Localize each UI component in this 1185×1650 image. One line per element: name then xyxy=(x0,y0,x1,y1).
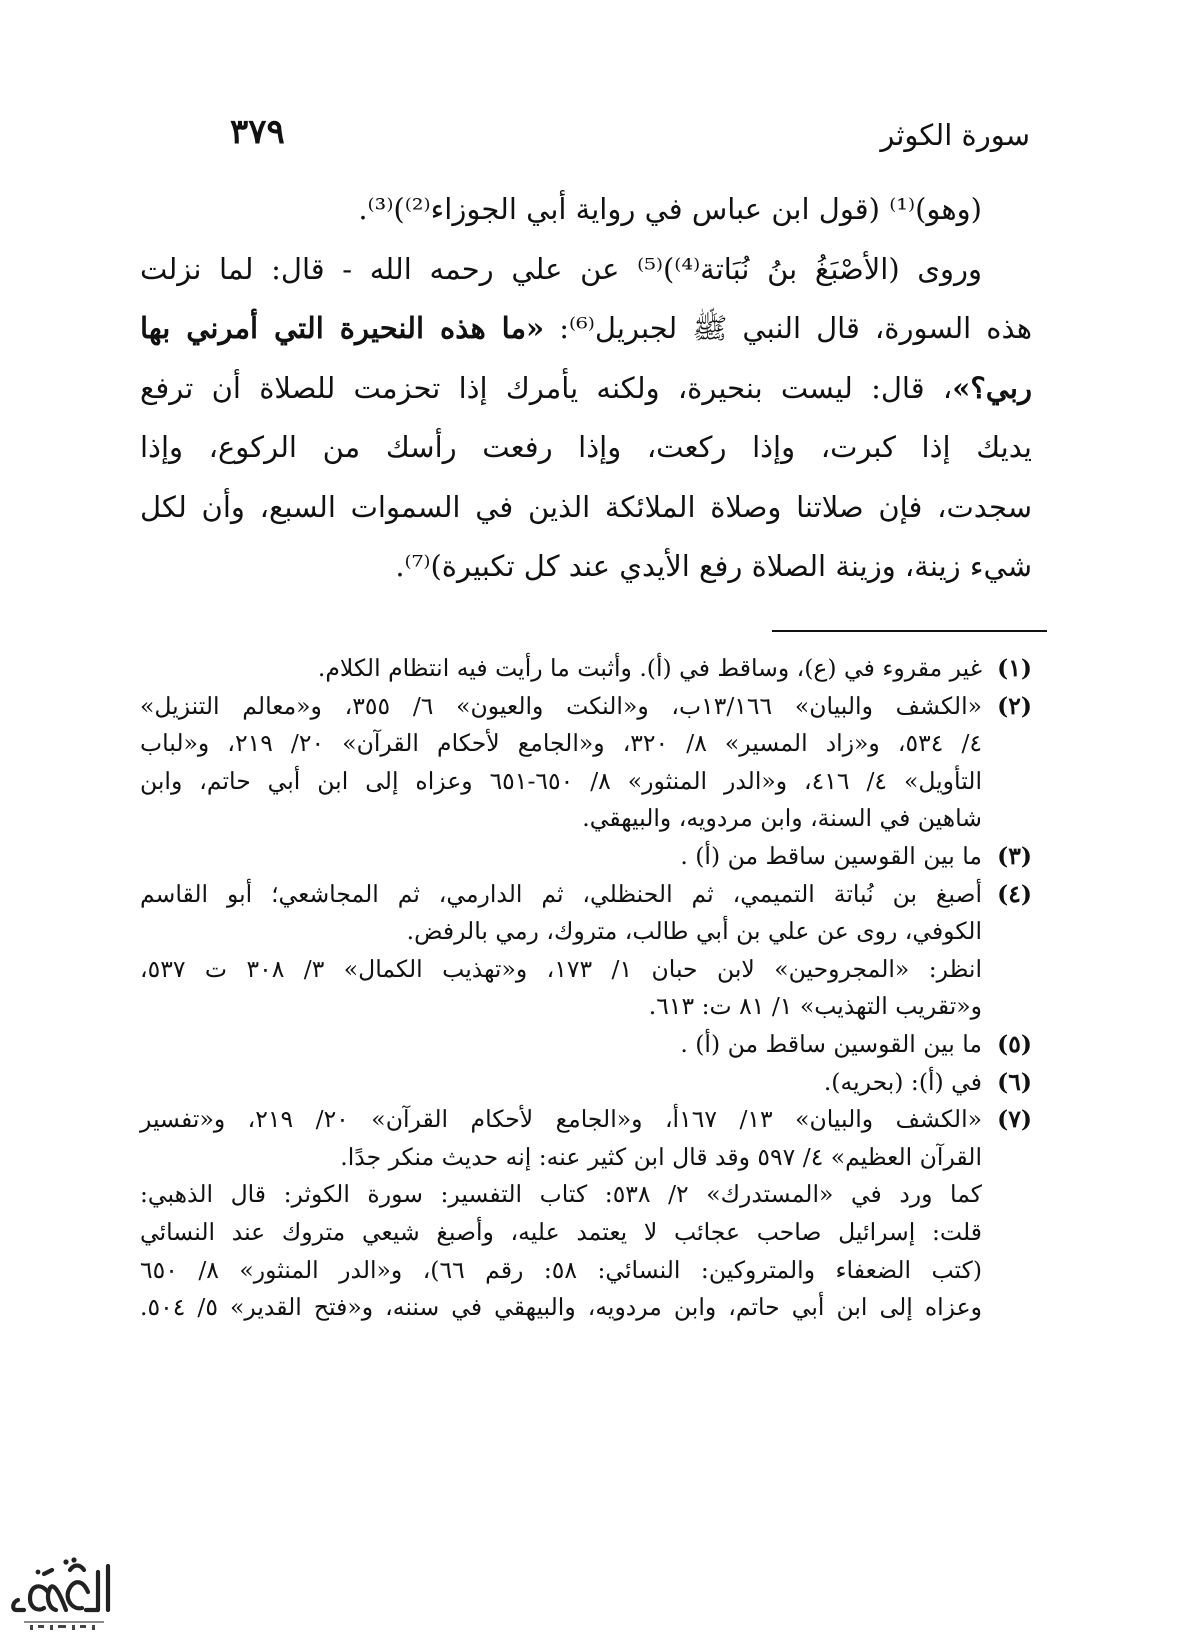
publisher-watermark-logo xyxy=(8,1552,118,1634)
footnote-line: «الكشف والبيان» ١٣/١٦٦ب، و«النكت والعيون» ٦/ ٣٥٥، و«معالم التنزيل» xyxy=(140,691,983,720)
main-text-segment: هذه السورة، قال النبي ﷺ لجبريل⁽⁶⁾: xyxy=(544,311,1032,345)
footnote-line: قلت: إسرائيل صاحب عجائب لا يعتمد عليه، وأصبغ شيعي متروك عند النسائي xyxy=(140,1217,982,1246)
footnote-number: (٤) xyxy=(997,879,1032,908)
main-text-line: سجدت، فإن صلاتنا وصلاة الملائكة الذين في السموات السبع، وأن لكل xyxy=(140,489,1032,524)
main-text-line: (وهو)⁽¹⁾ (قول ابن عباس في رواية أبي الجوزاء⁽²⁾)⁽³⁾. xyxy=(358,192,982,226)
footnote-number: (٦) xyxy=(997,1067,1032,1096)
footnote-item xyxy=(140,1026,1032,1064)
footnotes xyxy=(140,650,1032,1327)
footnote-item xyxy=(140,838,1032,876)
footnote-line: وعزاه إلى ابن أبي حاتم، وابن مردويه، والبيهقي في سننه، و«فتح القدير» ٥/ ٥٠٤. xyxy=(140,1293,983,1322)
hadith-quote: «ما هذه النحيرة التي أمرني بها xyxy=(140,311,545,345)
main-text xyxy=(140,180,1032,597)
main-text-line: شيء زينة، وزينة الصلاة رفع الأيدي عند كل تكبيرة)⁽⁷⁾. xyxy=(395,549,1032,583)
hadith-quote: ربي؟» xyxy=(952,370,1032,405)
surah-title: سورة الكوثر xyxy=(880,118,1030,152)
footnote-item xyxy=(140,1064,1032,1102)
footnote-line: التأويل» ٤/ ٤١٦، و«الدر المنثور» ٨/ ٦٥٠-٦٥١ وعزاه إلى ابن أبي حاتم، وابن xyxy=(140,766,982,795)
footnote-line: في (أ): (بحريه). xyxy=(823,1067,982,1096)
running-head xyxy=(138,112,1030,162)
footnote-line: شاهين في السنة، وابن مردويه، والبيهقي. xyxy=(582,804,982,833)
footnote-line: القرآن العظيم» ٤/ ٥٩٧ وقد قال ابن كثير عنه: إنه حديث منكر جدًا. xyxy=(340,1142,982,1171)
main-text-line: يديك إذا كبرت، وإذا ركعت، وإذا رفعت رأسك من الركوع، وإذا xyxy=(140,430,1032,464)
footnote-line: ما بين القوسين ساقط من (أ) . xyxy=(680,1029,982,1058)
footnote-separator xyxy=(772,630,1047,632)
footnote-number: (٣) xyxy=(997,841,1032,870)
footnote-item xyxy=(140,650,1032,688)
footnote-line: الكوفي، روى عن علي بن أبي طالب، متروك، رمي بالرفض. xyxy=(406,917,982,946)
footnote-number: (٢) xyxy=(997,691,1032,720)
page-number: ٣٧٩ xyxy=(230,112,285,152)
main-text-line xyxy=(140,299,1032,359)
main-text-line xyxy=(140,359,1032,419)
footnote-number: (١) xyxy=(997,654,1032,682)
footnote-item xyxy=(140,876,1032,1026)
footnote-line: انظر: «المجروحين» لابن حبان ١/ ١٧٣، و«تهذيب الكمال» ٣/ ٣٠٨ ت ٥٣٧، xyxy=(140,954,982,983)
main-text-segment: ، قال: ليست بنحيرة، ولكنه يأمرك إذا تحزمت للصلاة أن ترفع xyxy=(140,370,953,405)
footnote-line: ما بين القوسين ساقط من (أ) . xyxy=(680,841,982,870)
footnote-line: «الكشف والبيان» ١٣/ ١٦٧أ، و«الجامع لأحكام القرآن» ٢٠/ ٢١٩، و«تفسير xyxy=(140,1105,982,1134)
footnote-line: كما ورد في «المستدرك» ٢/ ٥٣٨: كتاب التفسير: سورة الكوثر: قال الذهبي: xyxy=(140,1180,982,1209)
footnote-line: (كتب الضعفاء والمتروكين: النسائي: ٥٨: رقم ٦٦)، و«الدر المنثور» ٨/ ٦٥٠ xyxy=(140,1255,982,1284)
footnote-line: أصبغ بن نُباتة التميمي، ثم الحنظلي، ثم الدارمي، ثم المجاشعي؛ أبو القاسم xyxy=(140,879,982,908)
footnote-number: (٥) xyxy=(997,1029,1032,1058)
footnote-number: (٧) xyxy=(997,1105,1032,1134)
main-text-line: وروى (الأصْبَغُ بنُ نُبَاتة⁽⁴⁾)⁽⁵⁾ عن علي رحمه الله - قال: لما نزلت xyxy=(140,251,982,286)
footnote-item xyxy=(140,1101,1032,1327)
footnote-item xyxy=(140,688,1032,838)
footnote-line: و«تقريب التهذيب» ١/ ٨١ ت: ٦١٣. xyxy=(648,992,982,1021)
footnote-line: ٤/ ٥٣٤، و«زاد المسير» ٨/ ٣٢٠، و«الجامع لأحكام القرآن» ٢٠/ ٢١٩، و«لباب xyxy=(140,729,982,758)
footnote-line: غير مقروء في (ع)، وساقط في (أ). وأثبت ما رأيت فيه انتظام الكلام. xyxy=(317,654,982,682)
